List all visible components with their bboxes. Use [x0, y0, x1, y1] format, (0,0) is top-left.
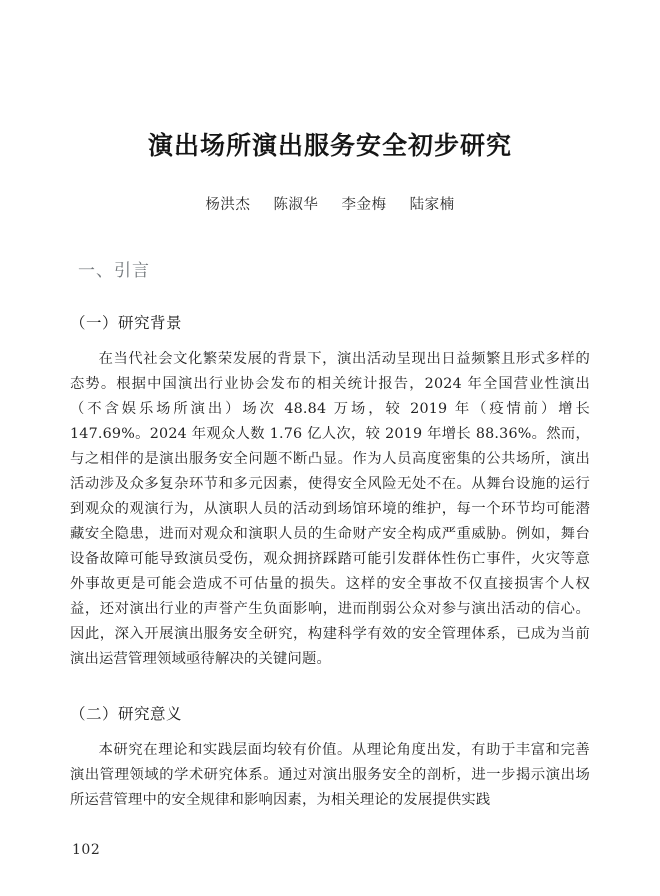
author-name: 李金梅 — [341, 196, 387, 213]
author-name: 杨洪杰 — [205, 196, 251, 213]
section-heading-introduction: 一、引言 — [78, 260, 150, 281]
author-name: 陈淑华 — [273, 196, 319, 213]
author-name: 陆家楠 — [409, 196, 455, 213]
paragraph-research-significance: 本研究在理论和实践层面均较有价值。从理论角度出发，有助于丰富和完善演出管理领域的学术研究体系。通过对演出服务安全的剖析，进一步揭示演出场所运营管理中的安全规律和影响因素，为相关理论的发展提供实践 — [70, 741, 590, 808]
subsection-heading-research-background: （一）研究背景 — [70, 313, 183, 332]
page-number: 102 — [72, 842, 101, 858]
paragraph-research-background: 在当代社会文化繁荣发展的背景下，演出活动呈现出日益频繁且形式多样的态势。根据中国演出行业协会发布的相关统计报告，2024 年全国营业性演出（不含娱乐场所演出）场次 48.84 万场，较 2019 年（疫情前）增长 147.69%。2024 年观众人数 1.76 亿人次，较 2019 年增长 88.36%。然而，与之相伴的是演出服务安全问题不断凸显。作为人员高度密集的公共场所，演出活动涉及众多复杂环节和多元因素，使得安全风险无处不在。从舞台设施的运行到观众的观演行为，从演职人员的活动到场馆环境的维护，每一个环节均可能潜藏安全隐患，进而对观众和演职人员的生命财产安全构成严重威胁。例如，舞台设备故障可能导致演员受伤，观众拥挤踩踏可能引发群体性伤亡事件，火灾等意外事故更是可能会造成不可估量的损失。这样的安全事故不仅直接损害个人权益，还对演出行业的声誉产生负面影响，进而削弱公众对参与演出活动的信心。因此，深入开展演出服务安全研究，构建科学有效的安全管理体系，已成为当前演出运营管理领域亟待解决的关键问题。 — [70, 350, 590, 667]
subsection-heading-research-significance: （二）研究意义 — [70, 704, 183, 723]
page-title: 演出场所演出服务安全初步研究 — [147, 131, 512, 160]
author-list — [70, 163, 590, 214]
